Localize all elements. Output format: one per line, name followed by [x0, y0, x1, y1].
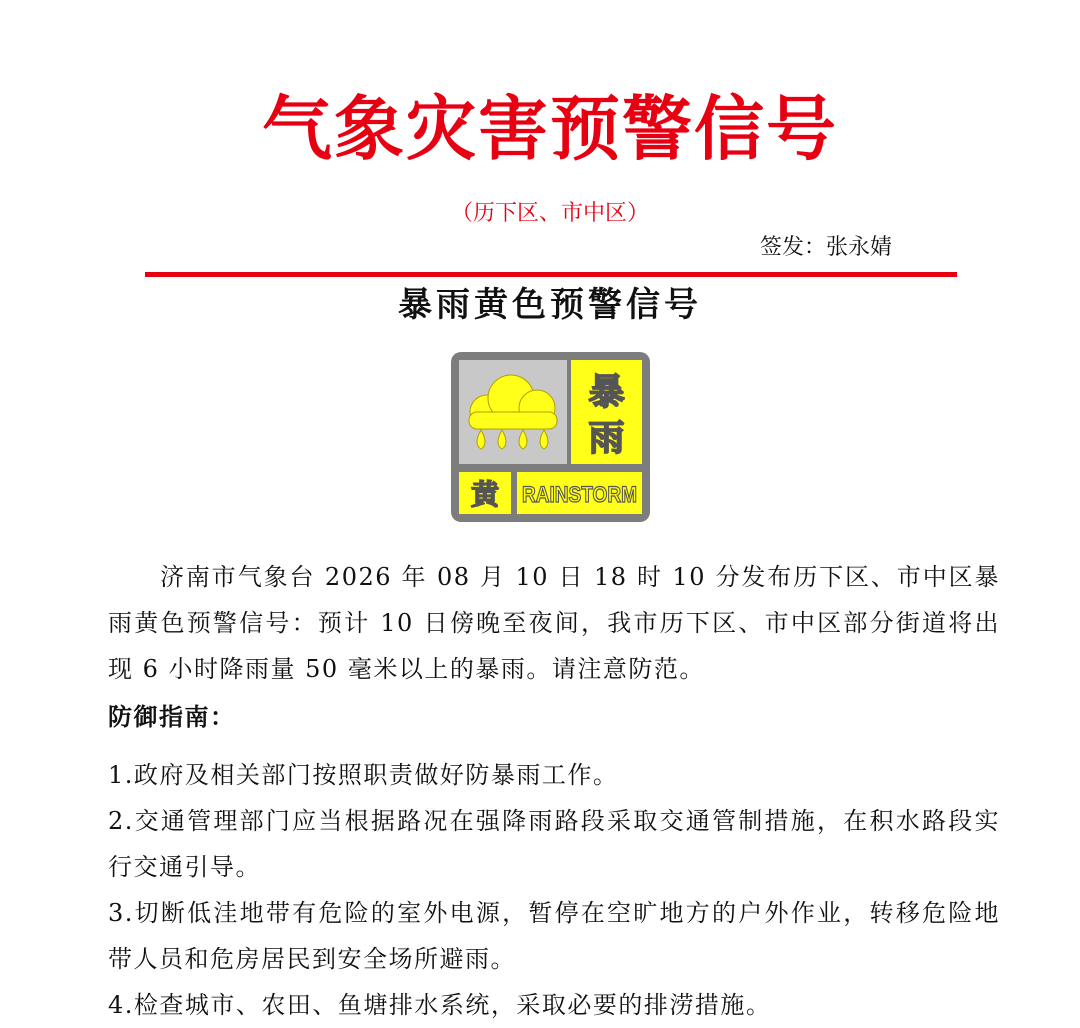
guide-heading: 防御指南：	[108, 702, 236, 731]
rainstorm-yellow-warning-icon	[451, 352, 650, 522]
guide-item: 2.交通管理部门应当根据路况在强降雨路段采取交通管制措施，在积水路段实行交通引导。	[108, 807, 1000, 881]
signer-line: 签发：张永婧	[760, 235, 893, 260]
document-title: 气象灾害预警信号	[262, 88, 838, 170]
district-subtitle: （历下区、市中区）	[450, 201, 649, 226]
guide-item: 4.检查城市、农田、鱼塘排水系统，采取必要的排涝措施。	[108, 991, 772, 1019]
icon-word-bottom: 雨	[588, 418, 625, 459]
warning-title: 暴雨黄色预警信号	[398, 285, 702, 325]
icon-level: 黄	[470, 478, 500, 511]
icon-english: RAINSTORM	[522, 482, 637, 507]
guide-list	[108, 752, 1000, 1028]
guide-item: 3.切断低洼地带有危险的室外电源，暂停在空旷地方的户外作业，转移危险地带人员和危房居民到安全场所避雨。	[108, 899, 1000, 973]
guide-item: 1.政府及相关部门按照职责做好防暴雨工作。	[108, 761, 619, 789]
warning-paragraph: 济南市气象台 2026 年 08 月 10 日 18 时 10 分发布历下区、市中区暴雨黄色预警信号：预计 10 日傍晚至夜间，我市历下区、市中区部分街道将出现 6 小时降雨量 50 毫米以上的暴雨。请注意防范。	[108, 563, 1000, 683]
icon-word-top: 暴	[588, 372, 625, 413]
warning-icon-svg	[451, 352, 650, 522]
red-divider	[145, 272, 957, 277]
